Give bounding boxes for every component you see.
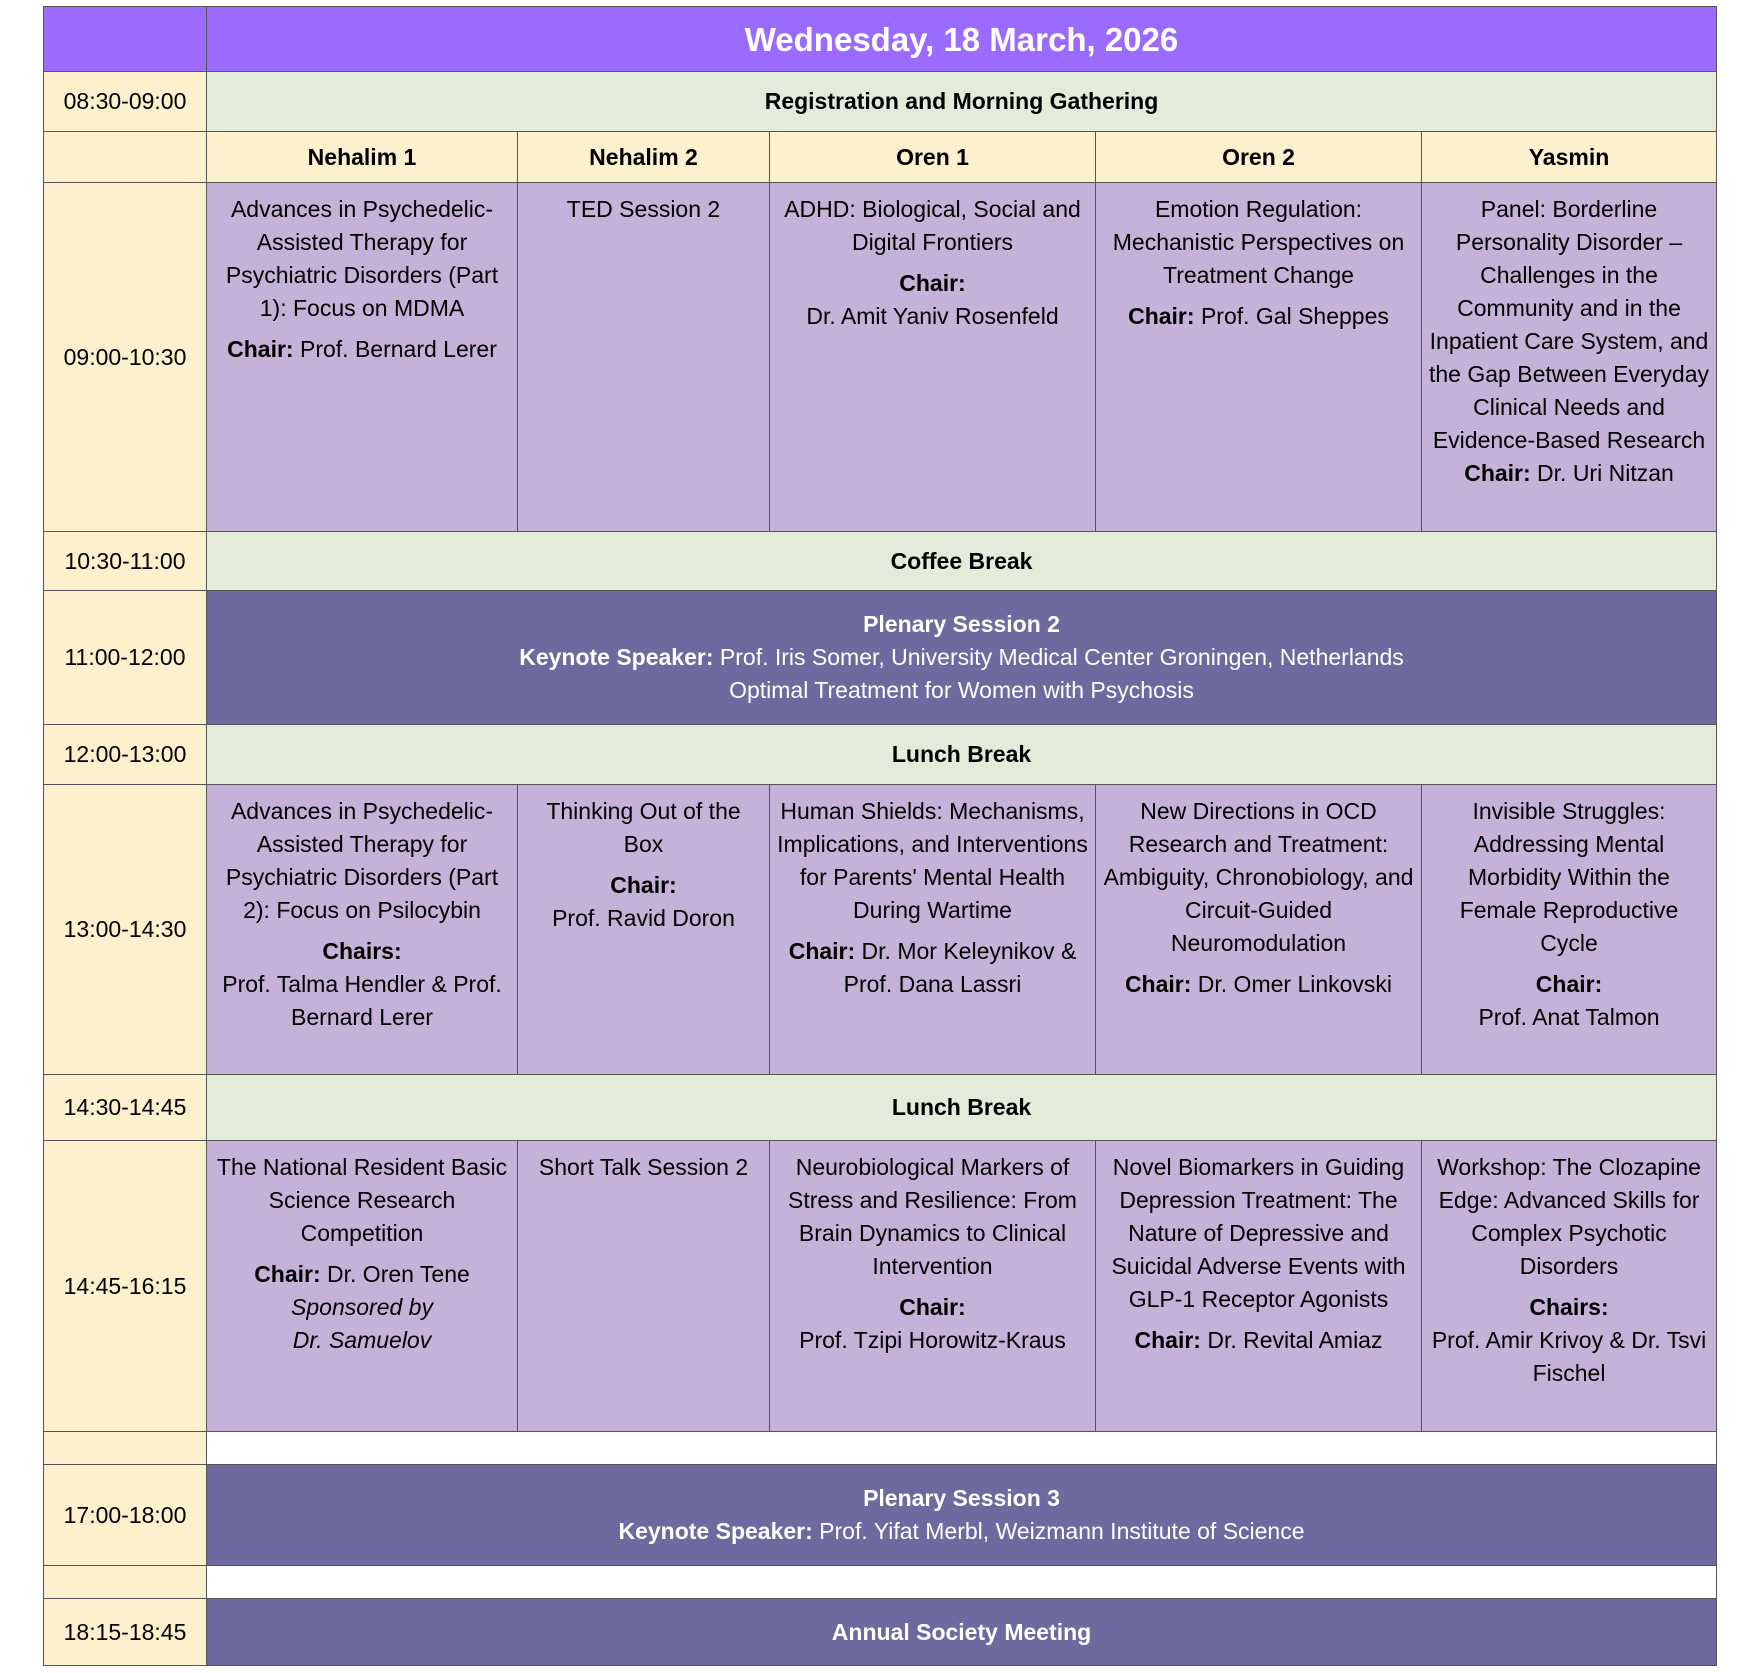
keynote-speaker: Prof. Iris Somer, University Medical Center Groningen, Netherlands — [719, 644, 1404, 670]
session-title: Neurobiological Markers of Stress and Resilience: From Brain Dynamics to Clinical Intervention — [788, 1154, 1077, 1279]
session-chair — [524, 869, 763, 935]
slot-row-1445 — [44, 1141, 1717, 1432]
spacer-cell — [207, 1432, 1717, 1465]
time-slot: 14:45-16:15 — [44, 1141, 207, 1432]
session-cell — [1422, 785, 1717, 1075]
annual-meeting-label: Annual Society Meeting — [207, 1599, 1717, 1666]
time-slot: 10:30-11:00 — [44, 532, 207, 591]
chair-label: Chairs: — [1529, 1294, 1609, 1320]
chair-label: Chair: — [610, 872, 677, 898]
schedule-table — [43, 6, 1717, 1666]
day-title: Wednesday, 18 March, 2026 — [207, 7, 1717, 72]
chair-label: Chair: — [1535, 971, 1603, 997]
keynote-label: Keynote Speaker: — [519, 644, 714, 670]
session-title: Advances in Psychedelic-Assisted Therapy for Psychiatric Disorders (Part 2): Focus on Psilocybin — [225, 798, 499, 923]
plenary-title: Plenary Session 3 — [863, 1485, 1060, 1511]
slot-row-0900 — [44, 183, 1717, 532]
session-title: Novel Biomarkers in Guiding Depression Treatment: The Nature of Depressive and Suicidal Adverse Events with GLP-1 Receptor Agonists — [1111, 1154, 1406, 1312]
chair-name: Prof. Tzipi Horowitz-Kraus — [799, 1327, 1066, 1353]
chair-name: Dr. Uri Nitzan — [1537, 460, 1674, 486]
session-cell — [770, 1141, 1096, 1432]
rooms-row — [44, 132, 1717, 183]
session-title: The National Resident Basic Science Research Competition — [216, 1154, 508, 1246]
plenary-speaker-line — [213, 641, 1710, 674]
chair-label: Chair: — [788, 938, 856, 964]
session-chair — [1428, 1291, 1710, 1390]
chair-name: Prof. Gal Sheppes — [1200, 303, 1389, 329]
session-chair — [776, 267, 1089, 333]
chair-label: Chair: — [1464, 460, 1531, 486]
room-header-nehalim-1: Nehalim 1 — [207, 132, 518, 183]
session-cell — [1422, 183, 1717, 532]
chair-label: Chair: — [254, 1261, 321, 1287]
chair-label: Chairs: — [322, 938, 402, 964]
slot-row-1200 — [44, 725, 1717, 785]
time-slot: 12:00-13:00 — [44, 725, 207, 785]
slot-row-1030 — [44, 532, 1717, 591]
chair-name: Prof. Anat Talmon — [1478, 1004, 1660, 1030]
time-slot: 09:00-10:30 — [44, 183, 207, 532]
session-title: Short Talk Session 2 — [538, 1154, 749, 1180]
session-title: Human Shields: Mechanisms, Implications, and Interventions for Parents' Mental Health During Wartime — [777, 798, 1088, 923]
lunch-break-label: Lunch Break — [207, 1075, 1717, 1141]
coffee-break-label: Coffee Break — [207, 532, 1717, 591]
session-cell — [1096, 183, 1422, 532]
session-title: Panel: Borderline Personality Disorder – Challenges in the Community and in the Inpatient Care System, and the Gap Between Everyday Clinical Needs and Evidence-Based Research — [1429, 196, 1709, 453]
chair-label: Chair: — [1134, 1327, 1201, 1353]
chair-name: Dr. Omer Linkovski — [1197, 971, 1393, 997]
time-slot-empty — [44, 1432, 207, 1465]
plenary-session-3 — [207, 1465, 1717, 1566]
chair-label: Chair: — [227, 336, 294, 362]
time-slot-empty — [44, 1566, 207, 1599]
rooms-corner — [44, 132, 207, 183]
session-title: TED Session 2 — [566, 196, 721, 222]
session-chair — [776, 935, 1089, 1001]
session-title: ADHD: Biological, Social and Digital Frontiers — [784, 196, 1081, 255]
slot-row-0830 — [44, 72, 1717, 132]
session-chair — [1102, 300, 1415, 333]
session-chair — [213, 1258, 511, 1291]
session-chair — [1102, 968, 1415, 1001]
session-cell — [770, 785, 1096, 1075]
chair-name: Prof. Talma Hendler & Prof. Bernard Lerer — [222, 971, 502, 1030]
time-slot: 17:00-18:00 — [44, 1465, 207, 1566]
chair-name: Dr. Revital Amiaz — [1207, 1327, 1383, 1353]
session-chair — [1428, 968, 1710, 1034]
plenary-session-2 — [207, 591, 1717, 725]
session-chair — [213, 935, 511, 1034]
spacer-row — [44, 1432, 1717, 1465]
slot-row-1100 — [44, 591, 1717, 725]
session-cell — [518, 785, 770, 1075]
chair-name: Dr. Mor Keleynikov & Prof. Dana Lassri — [843, 938, 1077, 997]
session-cell — [207, 785, 518, 1075]
session-title: Advances in Psychedelic-Assisted Therapy for Psychiatric Disorders (Part 1): Focus on MDMA — [225, 196, 499, 321]
room-header-nehalim-2: Nehalim 2 — [518, 132, 770, 183]
room-header-yasmin: Yasmin — [1422, 132, 1717, 183]
session-cell — [518, 183, 770, 532]
header-corner — [44, 7, 207, 72]
plenary-title: Plenary Session 2 — [863, 611, 1060, 637]
session-cell — [1096, 785, 1422, 1075]
sponsor-name: Dr. Samuelov — [292, 1327, 432, 1353]
keynote-label: Keynote Speaker: — [618, 1518, 813, 1544]
chair-label: Chair: — [1128, 303, 1195, 329]
chair-name: Prof. Ravid Doron — [552, 905, 735, 931]
plenary-talk-title: Optimal Treatment for Women with Psychosis — [729, 677, 1194, 703]
session-cell — [207, 183, 518, 532]
time-slot: 13:00-14:30 — [44, 785, 207, 1075]
sponsor-label: Sponsored by — [291, 1294, 433, 1320]
slot-row-1815 — [44, 1599, 1717, 1666]
plenary-speaker-line — [213, 1515, 1710, 1548]
slot-row-1300 — [44, 785, 1717, 1075]
chair-name: Dr. Oren Tene — [327, 1261, 470, 1287]
spacer-row — [44, 1566, 1717, 1599]
session-cell — [1422, 1141, 1717, 1432]
session-cell — [518, 1141, 770, 1432]
chair-name: Prof. Amir Krivoy & Dr. Tsvi Fischel — [1431, 1327, 1707, 1386]
chair-label: Chair: — [1124, 971, 1192, 997]
session-title: Invisible Struggles: Addressing Mental Morbidity Within the Female Reproductive Cycle — [1459, 798, 1679, 956]
session-chair — [1102, 1324, 1415, 1357]
spacer-cell — [207, 1566, 1717, 1599]
time-slot: 14:30-14:45 — [44, 1075, 207, 1141]
session-chair — [1428, 457, 1710, 490]
keynote-speaker: Prof. Yifat Merbl, Weizmann Institute of Science — [819, 1518, 1305, 1544]
session-cell — [770, 183, 1096, 532]
lunch-break-label: Lunch Break — [207, 725, 1717, 785]
time-slot: 08:30-09:00 — [44, 72, 207, 132]
registration-label: Registration and Morning Gathering — [207, 72, 1717, 132]
header-row — [44, 7, 1717, 72]
time-slot: 18:15-18:45 — [44, 1599, 207, 1666]
chair-label: Chair: — [899, 1294, 966, 1320]
slot-row-1430 — [44, 1075, 1717, 1141]
room-header-oren-1: Oren 1 — [770, 132, 1096, 183]
chair-label: Chair: — [899, 270, 966, 296]
slot-row-1700 — [44, 1465, 1717, 1566]
session-title: Workshop: The Clozapine Edge: Advanced Skills for Complex Psychotic Disorders — [1437, 1154, 1701, 1279]
session-chair — [213, 333, 511, 366]
session-title: Thinking Out of the Box — [546, 798, 741, 857]
time-slot: 11:00-12:00 — [44, 591, 207, 725]
chair-name: Prof. Bernard Lerer — [299, 336, 497, 362]
session-cell — [1096, 1141, 1422, 1432]
room-header-oren-2: Oren 2 — [1096, 132, 1422, 183]
session-title: New Directions in OCD Research and Treatment: Ambiguity, Chronobiology, and Circuit-Guided Neuromodulation — [1103, 798, 1414, 956]
session-cell — [207, 1141, 518, 1432]
session-chair — [776, 1291, 1089, 1357]
chair-name: Dr. Amit Yaniv Rosenfeld — [806, 303, 1059, 329]
session-title: Emotion Regulation: Mechanistic Perspectives on Treatment Change — [1112, 196, 1405, 288]
